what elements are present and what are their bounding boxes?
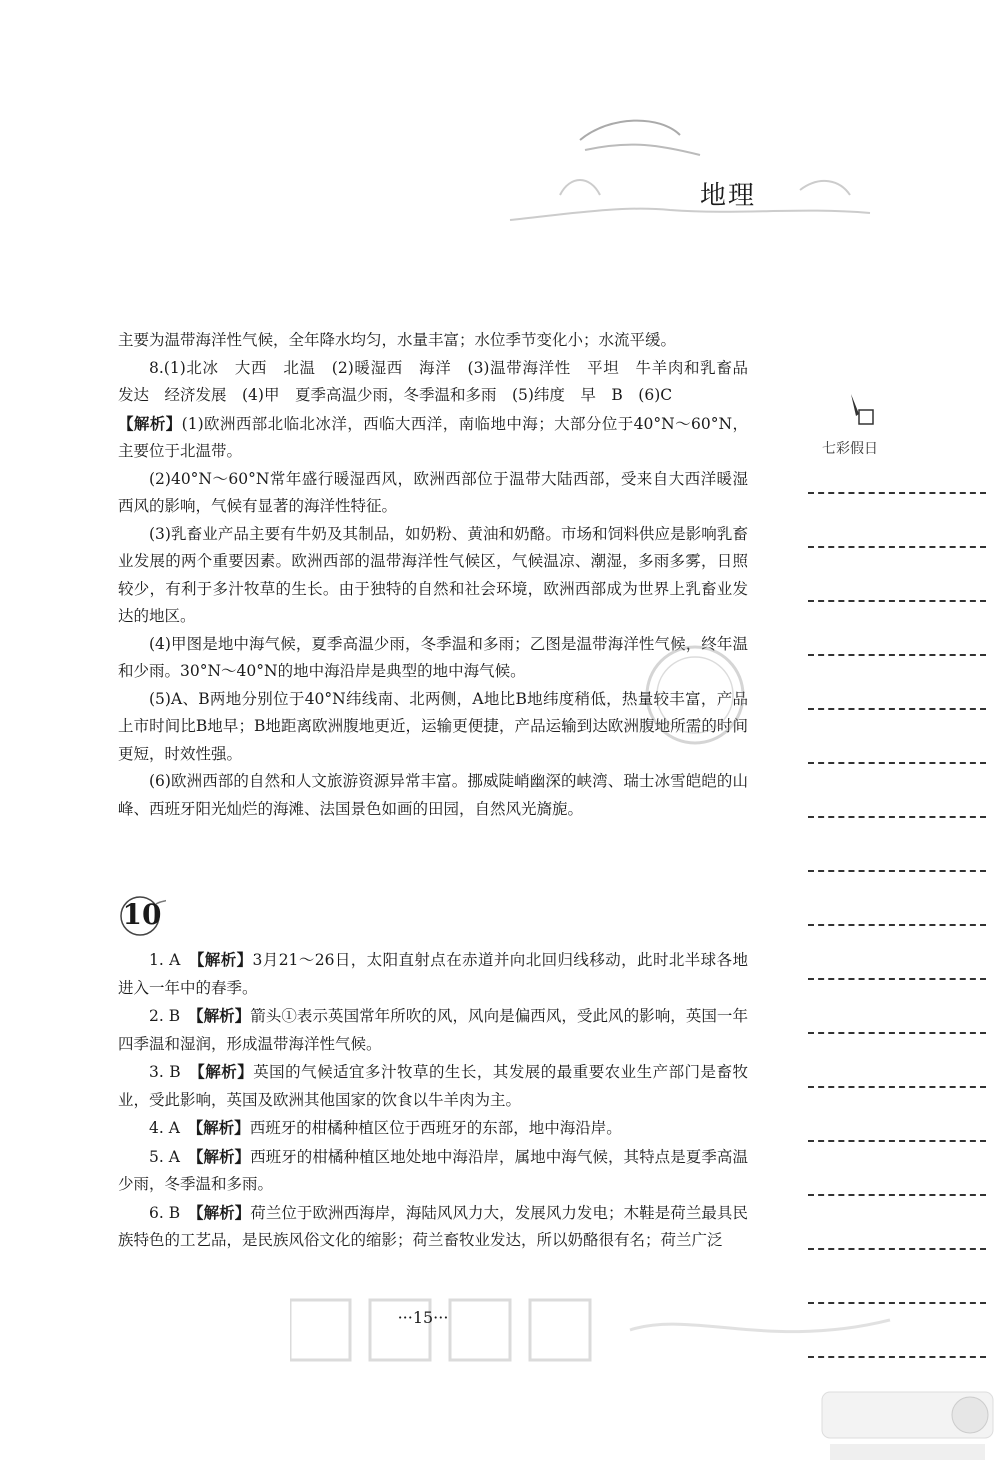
note-line bbox=[808, 762, 986, 764]
sidebar-label: 七彩假日 bbox=[822, 441, 878, 457]
item-answer: 1. A bbox=[149, 951, 197, 969]
item-answer: 5. A bbox=[149, 1147, 196, 1166]
section-items bbox=[118, 946, 748, 1255]
item-answer: 3. B bbox=[149, 1063, 198, 1081]
note-line bbox=[808, 1086, 986, 1088]
note-line bbox=[808, 1140, 986, 1142]
analysis-tag: 【解析】 bbox=[195, 1118, 250, 1137]
header-decoration bbox=[500, 95, 880, 245]
item-text: 西班牙的柑橘种植区位于西班牙的东部，地中海沿岸。 bbox=[249, 1119, 622, 1137]
analysis-tag: 【解析】 bbox=[195, 1146, 251, 1166]
analysis-tag: 【解析】 bbox=[118, 413, 182, 433]
item-text: 3月21～26日，太阳直射点在赤道并向北回归线移动，此时北半球各地进入一年中的春季。 bbox=[118, 951, 748, 997]
paragraph: (6)欧洲西部的自然和人文旅游资源异常丰富。挪威陡峭幽深的峡湾、瑞士冰雪皑皑的山峰、西班牙阳光灿烂的海滩、法国景色如画的田园，自然风光旖旎。 bbox=[118, 772, 748, 818]
list-item bbox=[118, 1058, 748, 1114]
item-text: 英国的气候适宜多汁牧草的生长，其发展的最重要农业生产部门是畜牧业，受此影响，英国及欧洲其他国家的饮食以牛羊肉为主。 bbox=[118, 1063, 748, 1109]
note-line bbox=[808, 924, 986, 926]
item-answer: 4. A bbox=[149, 1119, 196, 1137]
paragraph: (5)A、B两地分别位于40°N纬线南、北两侧，A地比B地纬度稍低，热量较丰富，产品上市时间比B地早；B地距离欧洲腹地更近，运输更便捷，产品运输到达欧洲腹地所需的时间更短，时效性强。 bbox=[118, 689, 748, 763]
section-number: 10 bbox=[122, 898, 162, 931]
note-line bbox=[808, 1194, 986, 1196]
paragraph: (3)乳畜业产品主要有牛奶及其制品，如奶粉、黄油和奶酪。市场和饲料供应是影响乳畜业发展的两个重要因素。欧洲西部的温带海洋性气候区，气候温凉、潮湿，多雨多雾，日照较少，有利于多汁牧草的生长。由于独特的自然和社会环境，欧洲西部成为世界上乳畜业发达的地区。 bbox=[118, 524, 748, 625]
answer-circle-logo bbox=[820, 1390, 995, 1465]
note-line bbox=[808, 708, 986, 710]
paragraph: (2)40°N～60°N常年盛行暖湿西风，欧洲西部位于温带大陆西部，受来自大西洋暖湿西风的影响，气候有显著的海洋性特征。 bbox=[118, 469, 748, 515]
item-text: 箭头①表示英国常年所吹的风，风向是偏西风，受此风的影响，英国一年四季温和湿润，形成温带海洋性气候。 bbox=[118, 1007, 748, 1053]
list-item bbox=[118, 1002, 748, 1058]
note-line bbox=[808, 978, 986, 980]
list-item bbox=[118, 946, 748, 1002]
item-text: 荷兰位于欧洲西海岸，海陆风风力大，发展风力发电；木鞋是荷兰最具民族特色的工艺品，是民族风俗文化的缩影；荷兰畜牧业发达，所以奶酪很有名；荷兰广泛 bbox=[118, 1203, 748, 1249]
note-line bbox=[808, 654, 986, 656]
paragraph: 8.(1)北冰 大西 北温 (2)暖湿西 海洋 (3)温带海洋性 平坦 牛羊肉和乳畜品 发达 经济发展 (4)甲 夏季高温少雨，冬季温和多雨 (5)纬度 早 B (6)C bbox=[118, 358, 764, 404]
note-line bbox=[808, 1248, 986, 1250]
note-line bbox=[808, 816, 986, 818]
note-line bbox=[808, 492, 986, 494]
note-line bbox=[808, 546, 986, 548]
analysis-tag: 【解析】 bbox=[197, 1062, 254, 1081]
item-text: 西班牙的柑橘种植区地处地中海沿岸，属地中海气候，其特点是夏季高温少雨，冬季温和多雨。 bbox=[118, 1147, 748, 1193]
page-number: ···15··· bbox=[397, 1308, 449, 1327]
analysis-tag: 【解析】 bbox=[196, 950, 253, 969]
list-item bbox=[118, 1114, 748, 1143]
note-line bbox=[808, 1032, 986, 1034]
pen-icon bbox=[847, 392, 879, 428]
note-line bbox=[808, 870, 986, 872]
paragraph: (4)甲图是地中海气候，夏季高温少雨，冬季温和多雨；乙图是温带海洋性气候，终年温和少雨。30°N～40°N的地中海沿岸是典型的地中海气候。 bbox=[118, 634, 748, 680]
analysis-tag: 【解析】 bbox=[195, 1006, 251, 1025]
watermark-bottom bbox=[290, 1290, 910, 1370]
note-line bbox=[808, 600, 986, 602]
watermark-stamp bbox=[640, 640, 750, 750]
list-item bbox=[118, 1143, 748, 1199]
list-item bbox=[118, 1199, 748, 1255]
analysis-tag: 【解析】 bbox=[195, 1202, 251, 1222]
item-answer: 6. B bbox=[149, 1203, 196, 1222]
item-answer: 2. B bbox=[149, 1007, 196, 1025]
paragraph: 主要为温带海洋性气候，全年降水均匀，水量丰富；水位季节变化小；水流平缓。 bbox=[118, 331, 677, 349]
paragraph-text: (1)欧洲西部北临北冰洋，西临大西洋，南临地中海；大部分位于40°N～60°N，主要位于北温带。 bbox=[118, 414, 748, 460]
paragraph bbox=[118, 410, 748, 466]
subject-title: 地理 bbox=[700, 181, 757, 211]
